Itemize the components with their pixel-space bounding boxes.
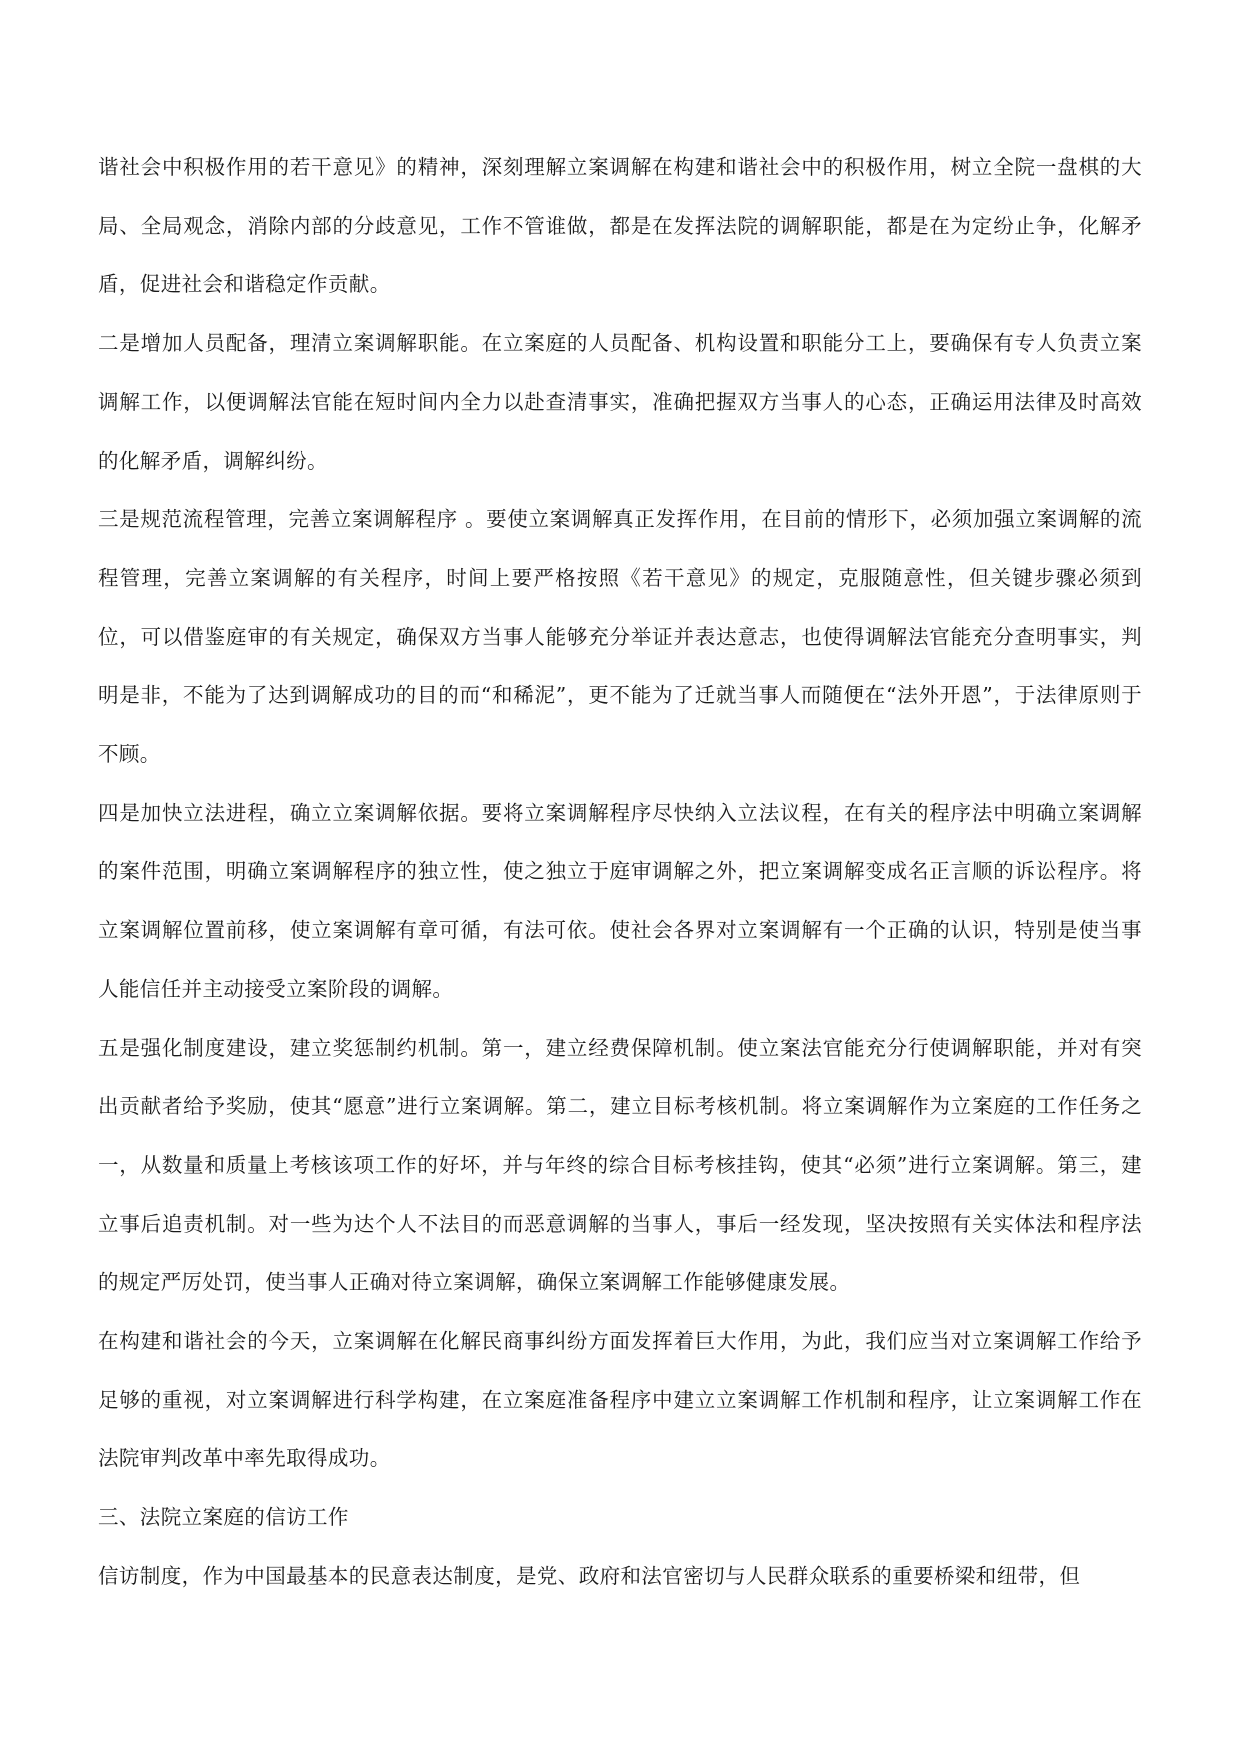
document-body bbox=[98, 138, 1142, 1606]
paragraph-staffing: 二是增加人员配备，理清立案调解职能。在立案庭的人员配备、机构设置和职能分工上，要确保有专人负责立案调解工作，以便调解法官能在短时间内全力以赴查清事实，准确把握双方当事人的心态，正确运用法律及时高效的化解矛盾，调解纠纷。 bbox=[98, 331, 1142, 473]
paragraph-process-management: 三是规范流程管理，完善立案调解程序 。要使立案调解真正发挥作用，在目前的情形下，必须加强立案调解的流程管理，完善立案调解的有关程序，时间上要严格按照《若干意见》的规定，克服随意性，但关键步骤必须到位，可以借鉴庭审的有关规定，确保双方当事人能够充分举证并表达意志，也使得调解法官能充分查明事实，判明是非，不能为了达到调解成功的目的而“和稀泥”，更不能为了迁就当事人而随便在“法外开恩”，于法律原则于不顾。 bbox=[98, 507, 1142, 767]
paragraph-conclusion: 在构建和谐社会的今天，立案调解在化解民商事纠纷方面发挥着巨大作用，为此，我们应当对立案调解工作给予足够的重视，对立案调解进行科学构建，在立案庭准备程序中建立立案调解工作机制和程序，让立案调解工作在法院审判改革中率先取得成功。 bbox=[98, 1329, 1142, 1471]
paragraph-institution-building: 五是强化制度建设，建立奖惩制约机制。第一，建立经费保障机制。使立案法官能充分行使调解职能，并对有突出贡献者给予奖励，使其“愿意”进行立案调解。第二，建立目标考核机制。将立案调解作为立案庭的工作任务之一，从数量和质量上考核该项工作的好坏，并与年终的综合目标考核挂钩，使其“必须”进行立案调解。第三，建立事后追责机制。对一些为达个人不法目的而恶意调解的当事人，事后一经发现，坚决按照有关实体法和程序法的规定严厉处罚，使当事人正确对待立案调解，确保立案调解工作能够健康发展。 bbox=[98, 1035, 1142, 1295]
paragraph-petition-intro: 信访制度，作为中国最基本的民意表达制度，是党、政府和法官密切与人民群众联系的重要桥梁和纽带，但 bbox=[98, 1563, 1081, 1588]
paragraph-legislation: 四是加快立法进程，确立立案调解依据。要将立案调解程序尽快纳入立法议程，在有关的程序法中明确立案调解的案件范围，明确立案调解程序的独立性，使之独立于庭审调解之外，把立案调解变成名正言顺的诉讼程序。将立案调解位置前移，使立案调解有章可循，有法可依。使社会各界对立案调解有一个正确的认识，特别是使当事人能信任并主动接受立案阶段的调解。 bbox=[98, 800, 1142, 1001]
section-heading: 三、法院立案庭的信访工作 bbox=[98, 1505, 349, 1530]
paragraph-continuation: 谐社会中积极作用的若干意见》的精神，深刻理解立案调解在构建和谐社会中的积极作用，树立全院一盘棋的大局、全局观念，消除内部的分歧意见，工作不管谁做，都是在发挥法院的调解职能，都是在为定纷止争，化解矛盾，促进社会和谐稳定作贡献。 bbox=[98, 155, 1142, 297]
